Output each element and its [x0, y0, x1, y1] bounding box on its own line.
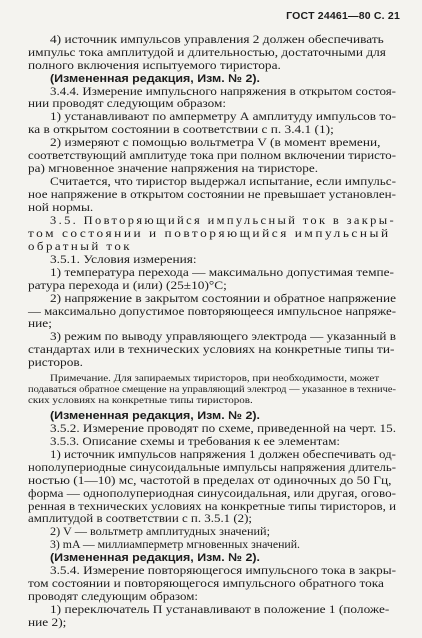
text-line: 3.4.4. Измерение импульсного напряжения в открытом состоя- — [50, 85, 396, 98]
text-line: 2) напряжение в закрытом состоянии и обратное напряжение — [50, 292, 396, 305]
text-line: 2) измеряют с помощью вольтметра V (в момент времени, — [50, 136, 381, 149]
text-line: 1) переключатель П устанавливают в положение 1 (положе- — [50, 603, 390, 616]
footnote-line: Примечание. Для запираемых тиристоров, при необходимости, может — [50, 373, 380, 384]
text-line: — максимально допустимое повторяющееся импульсное напряже- — [28, 305, 396, 318]
text-line: 3) mA — миллиамперметр мгновенных значений. — [50, 538, 300, 551]
text-line: ностью (1—10) мс, частотой в пределах от одиночных до 50 Гц, — [28, 474, 392, 487]
text-line: Считается, что тиристор выдержал испытание, если импульс- — [50, 175, 397, 188]
text-line: проводят следующим образом: — [28, 590, 198, 603]
amendment-note-line: (Измененная редакция, Изм. № 2). — [50, 73, 260, 85]
text-line: стандартах или в технических условиях на конкретные типы ти- — [28, 343, 395, 356]
text-line: 3.5.3. Описание схемы и требования к ее элементам: — [50, 435, 340, 448]
text-line: нополупериодные синусоидальные импульсы напряжения длитель- — [28, 461, 397, 474]
text-line: 2) V — вольтметр амплитудных значений; — [50, 525, 270, 538]
text-line: 1) температура перехода — максимально допустимая темпе- — [50, 266, 395, 279]
amendment-note-line: (Измененная редакция, Изм. № 2). — [50, 410, 260, 422]
text-line: амплитудой в соответствии с п. 3.5.1 (2); — [28, 512, 252, 525]
text-line: ние 2); — [28, 616, 67, 629]
text-line: ние; — [28, 317, 52, 330]
section-heading-line: обратный ток — [28, 240, 132, 253]
text-line: ристоров. — [28, 356, 84, 369]
text-line: ной нормы. — [28, 201, 94, 214]
text-line: 3.5.2. Измерение проводят по схеме, приведенной на черт. 15. — [50, 422, 396, 435]
page-header: ГОСТ 24461—80 С. 21 — [286, 10, 400, 22]
footnote-line: подаваться обратное смещение на управляющий электрод — указанное в техниче- — [28, 384, 397, 395]
amendment-note-line: (Измененная редакция, Изм. № 2). — [50, 552, 260, 564]
footnote-line: ских условиях на конкретные типы тиристоров. — [28, 395, 253, 406]
section-heading-line: том состоянии и повторяющийся импульсный — [28, 227, 391, 240]
text-line: полного включения испытуемого тиристора. — [28, 59, 281, 72]
text-line: 1) источник импульсов напряжения 1 должен обеспечивать од- — [50, 448, 396, 461]
text-line: ка в открытом состоянии в соответствии с п. 3.4.1 (1); — [28, 123, 334, 136]
text-line: ра) мгновенное значение напряжения на тиристоре. — [28, 162, 318, 175]
text-line: нии проводят следующим образом: — [28, 97, 227, 110]
text-line: форма — однополупериодная синусоидальная, или другая, огово- — [28, 487, 396, 500]
text-line: 4) источник импульсов управления 2 должен обеспечивать — [50, 33, 384, 46]
text-line: том состоянии и повторяющегося импульсного обратного тока — [28, 577, 384, 590]
text-line: 3) режим по выводу управляющего электрода — указанный в — [50, 330, 396, 343]
text-line: ренная в технических условиях на конкретные типы тиристоров, и — [28, 500, 396, 513]
text-line: ное напряжение в открытом состоянии не превышает установлен- — [28, 188, 396, 201]
section-heading-line: 3.5. Повторяющийся импульсный ток в закры- — [50, 214, 396, 227]
text-line: соответствующий амплитуде тока при полном включении тиристо- — [28, 149, 396, 162]
text-line: ратура перехода и (или) (25±10)°С; — [28, 279, 227, 292]
text-line: импульс тока амплитудой и длительностью, достаточными для — [28, 46, 386, 59]
text-line: 1) устанавливают по амперметру А амплитуду импульсов то- — [50, 110, 396, 123]
text-line: 3.5.1. Условия измерения: — [50, 253, 197, 266]
text-line: 3.5.4. Измерение повторяющегося импульсного тока в закры- — [50, 564, 396, 577]
